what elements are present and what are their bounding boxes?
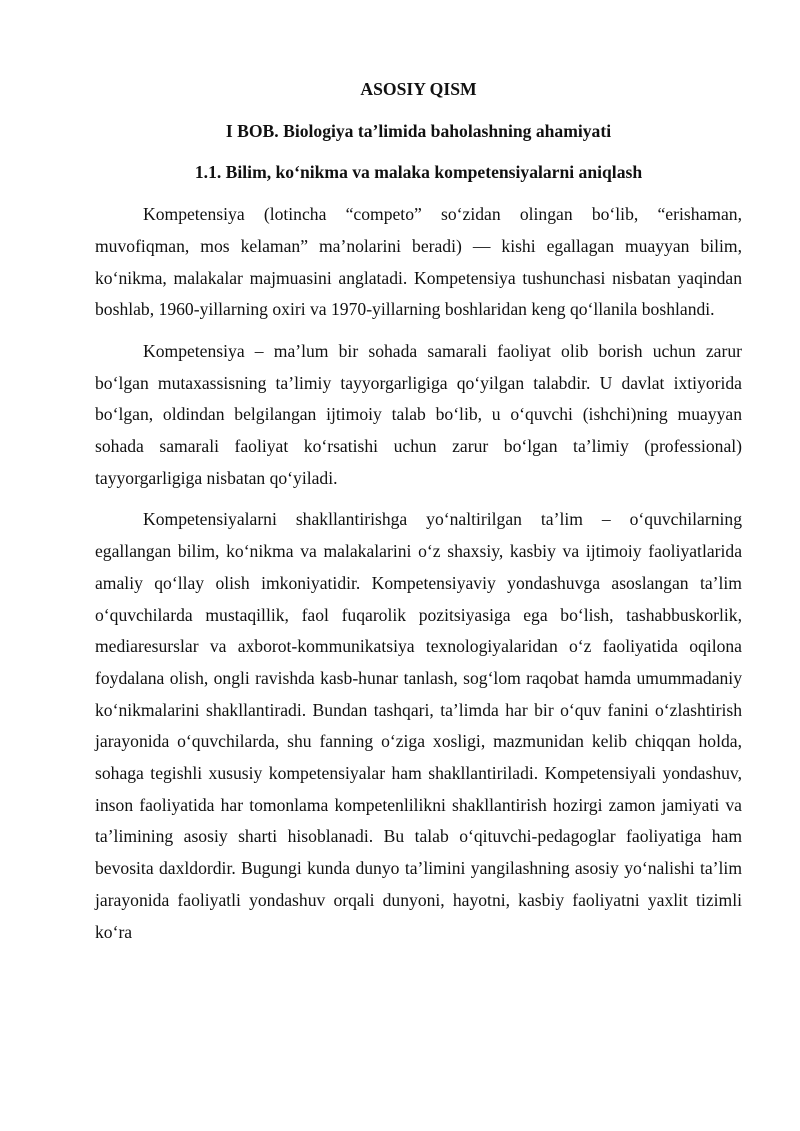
document-page (95, 70, 742, 948)
paragraph-3: Kompetensiyalarni shakllantirishga yo‘naltirilgan ta’lim – o‘quvchilarning egallangan bilim, ko‘nikma va malakalarini o‘z shaxsiy, kasbiy va ijtimoiy faoliyatlarida amaliy qo‘llay olish imkoniyatidir. Kompetensiyaviy yondashuvga asoslangan ta’lim o‘quvchilarda mustaqillik, faol fuqarolik pozitsiyasiga ega bo‘lish, tashabbuskorlik, mediaresurslar va axborot-kommunikatsiya texnologiyalaridan o‘z faoliyatida oqilona foydalana olish, ongli ravishda kasb-hunar tanlash, sog‘lom raqobat hamda umummadaniy ko‘nikmalarini shakllantiradi. Bundan tashqari, ta’limda har bir o‘quv fanini o‘zlashtirish jarayonida o‘quvchilarda, shu fanning o‘ziga xosligi, mazmunidan kelib chiqqan holda, sohaga tegishli xususiy kompetensiyalar ham shakllantiriladi. Kompetensiyali yondashuv, inson faoliyatida har tomonlama kompetenlilikni shakllantirish hozirgi zamon jamiyati va ta’limining asosiy sharti hisoblanadi. Bu talab o‘qituvchi-pedagoglar faoliyatiga ham bevosita daxldordir. Bugungi kunda dunyo ta’limini yangilashning asosiy yo‘nalishi ta’lim jarayonida faoliyatli yondashuv orqali dunyoni, hayotni, kasbiy faoliyatni yaxlit tizimli ko‘ra (95, 509, 742, 942)
section-title: 1.1. Bilim, ko‘nikma va malaka kompetensiyalarni aniqlash (194, 162, 643, 183)
main-title: ASOSIY QISM (360, 79, 477, 99)
paragraph-2: Kompetensiya – ma’lum bir sohada samarali faoliyat olib borish uchun zarur bo‘lgan mutaxassisning ta’limiy tayyorgarligiga qo‘yilgan talabdir. U davlat ixtiyorida bo‘lgan, oldindan belgilangan ijtimoiy talab bo‘lib, u o‘quvchi (ishchi)ning muayyan sohada samarali faoliyat ko‘rsatishi uchun zarur bo‘lgan ta’limiy (professional) tayyorgarligiga nisbatan qo‘yiladi. (95, 340, 742, 488)
paragraph-1: Kompetensiya (lotincha “competo” so‘zidan olingan bo‘lib, “erishaman, muvofiqman, mos kelaman” ma’nolarini beradi) — kishi egallagan muayyan bilim, ko‘nikma, malakalar majmuasini anglatadi. Kompetensiya tushunchasi nisbatan yaqindan boshlab, 1960-yillarning oxiri va 1970-yillarning boshlaridan keng qo‘llanila boshlandi. (95, 204, 742, 320)
chapter-title: I BOB. Biologiya ta’limida baholashning ahamiyati (225, 120, 612, 141)
